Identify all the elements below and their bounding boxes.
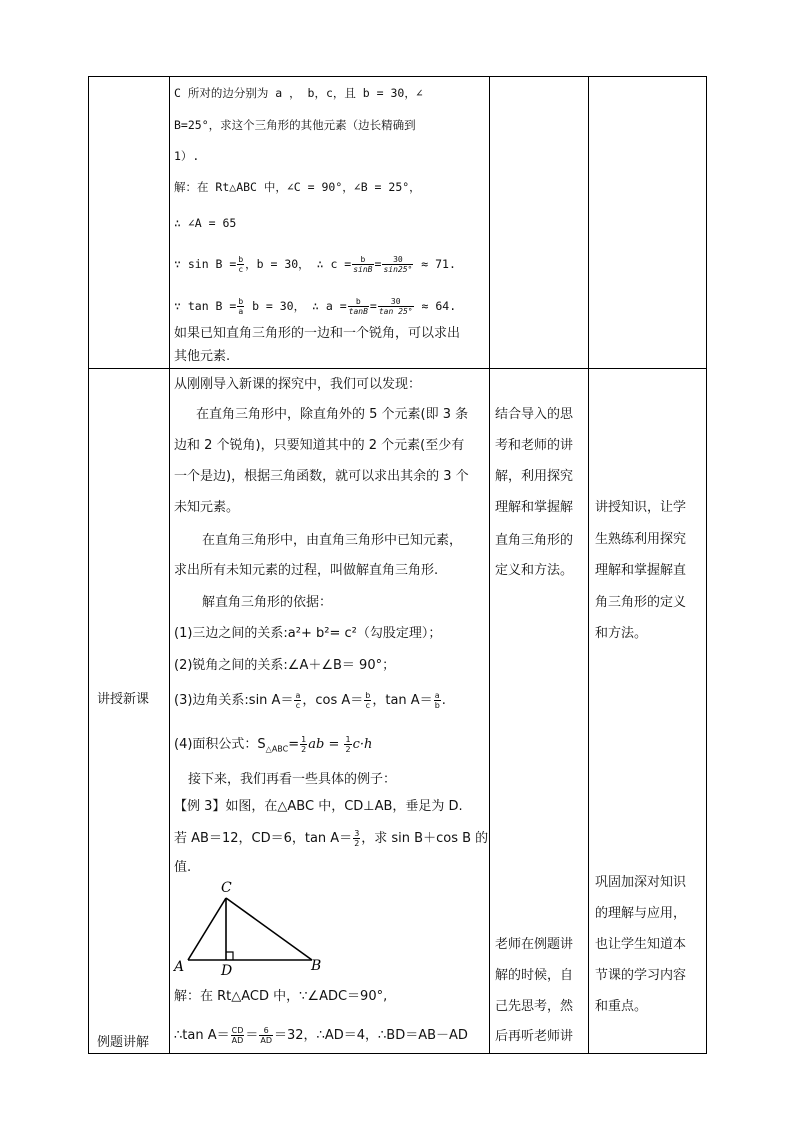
- col3-line: 解，利用探究: [495, 469, 574, 484]
- formula-area: (4)面积公式：$S_{\triangle ABC}=$ $\frac{1}{2}$ ab = $\frac{1}{2}$ c·h: [174, 735, 373, 754]
- formula-relations: (3)边角关系:sin A＝ $\frac{a}{c}$ ，cos A＝ $\frac{b}{c}$ ，tan A＝ $\frac{a}{b}$ .: [174, 691, 446, 710]
- label-A: A: [174, 959, 185, 975]
- solution-line: 解：在 Rt△ACD 中，∵∠ADC＝90°,: [174, 989, 388, 1004]
- fraction: $\frac{b}{\sin B}$: [353, 255, 373, 274]
- text-line: 其他元素.: [174, 349, 231, 364]
- text-line: 1）.: [174, 149, 200, 163]
- col3-line: 解的时候，自: [495, 968, 574, 983]
- triangle-figure: [170, 878, 330, 978]
- col4-line: 巩固加深对知识: [595, 875, 687, 890]
- row-divider: [89, 368, 706, 369]
- side-CB: [226, 898, 312, 960]
- col3-line: 后再听老师讲: [495, 1029, 574, 1044]
- example-title: 【例 3】如图，在△ABC 中，CD⊥AB，垂足为 D.: [174, 799, 463, 814]
- fraction: $\frac{b}{a}$: [238, 297, 244, 316]
- text-line: 在直角三角形中，由直角三角形中已知元素，: [202, 533, 463, 548]
- formula-given: 若 AB＝12，CD＝6，tan A＝ $\frac{3}{2}$ ，求 sin B＋cos B 的: [174, 829, 489, 848]
- col4-line: 节课的学习内容: [595, 968, 687, 983]
- text-line: (2)锐角之间的关系:∠A＋∠B＝ 90°；: [174, 658, 396, 673]
- col3-line: 直角三角形的: [495, 533, 574, 548]
- text-line: 求出所有未知元素的过程，叫做解直角三角形.: [174, 563, 439, 578]
- col4-line: 理解和掌握解直: [595, 563, 687, 578]
- text-line: 在直角三角形中，除直角外的 5 个元素(即 3 条: [196, 407, 469, 422]
- text-line: (1)三边之间的关系:a²+ b²= c²（勾股定理）；: [174, 626, 442, 641]
- col3-line: 定义和方法。: [495, 563, 574, 578]
- fraction: $\frac{b}{c}$: [238, 255, 244, 274]
- column-divider: [588, 77, 589, 1053]
- formula-tanB: ∵ tan B = $\frac{b}{a}$ b = 30， ∴ a = $\frac{b}{\tan B}$ = $\frac{30}{\tan 25^\circ}$ ≈ 64.: [174, 297, 457, 316]
- text-line: 边和 2 个锐角)，只要知道其中的 2 个元素(至少有: [174, 438, 465, 453]
- text-line: 未知元素。: [174, 500, 240, 515]
- right-angle-mark: [226, 952, 233, 960]
- col4-line: 的理解与应用，: [595, 906, 687, 921]
- label-C: C: [221, 880, 232, 896]
- text-line: ∴ ∠A = 65: [174, 216, 237, 230]
- fraction: $\frac{30}{\sin 25^\circ}$: [383, 255, 413, 274]
- col4-line: 也让学生知道本: [595, 937, 687, 952]
- side-AC: [188, 898, 226, 960]
- col3-line: 理解和掌握解: [495, 500, 574, 515]
- col3-line: 己先思考，然: [495, 999, 574, 1014]
- solution-line: ∴tan A＝ $\frac{CD}{AD}$ ＝ $\frac{6}{AD}$ ＝32，∴AD＝4，∴BD＝AB－AD: [174, 1026, 468, 1045]
- text-line: 解：在 Rt△ABC 中，∠C = 90°，∠B = 25°，: [174, 180, 421, 194]
- text-line: 值.: [174, 860, 192, 875]
- text-line: C 所对的边分别为 a ， b，c，且 b = 30，∠: [174, 86, 423, 100]
- text-line: 从刚刚导入新课的探究中，我们可以发现：: [174, 377, 422, 392]
- col4-line: 讲授知识，让学: [595, 500, 687, 515]
- col4-line: 和重点。: [595, 999, 648, 1014]
- col4-line: 角三角形的定义: [595, 595, 687, 610]
- label-D: D: [221, 963, 233, 978]
- text-line: 接下来，我们再看一些具体的例子：: [188, 772, 397, 787]
- col3-line: 考和老师的讲: [495, 438, 574, 453]
- text-line: 解直角三角形的依据：: [202, 595, 333, 610]
- col3-line: 老师在例题讲: [495, 937, 574, 952]
- formula-sinB: ∵ sin B = $\frac{b}{c}$ ，b = 30， ∴ c = $\frac{b}{\sin B}$ = $\frac{30}{\sin 25^\circ}$ ≈ 71.: [174, 255, 456, 274]
- label-B: B: [311, 958, 322, 974]
- col4-line: 生熟练利用探究: [595, 532, 687, 547]
- text-line: 一个是边)，根据三角函数，就可以求出其余的 3 个: [174, 469, 469, 484]
- col3-line: 结合导入的思: [495, 407, 574, 422]
- text-line: B=25°，求这个三角形的其他元素（边长精确到: [174, 118, 416, 132]
- fraction: $\frac{30}{\tan 25^\circ}$: [378, 297, 413, 316]
- fraction: $\frac{b}{\tan B}$: [348, 297, 368, 316]
- col4-line: 和方法。: [595, 626, 648, 641]
- text-line: 如果已知直角三角形的一边和一个锐角，可以求出: [174, 326, 461, 341]
- row-label-teach: 讲授新课: [97, 692, 150, 707]
- column-divider: [489, 77, 490, 1053]
- row-label-example: 例题讲解: [97, 1035, 150, 1050]
